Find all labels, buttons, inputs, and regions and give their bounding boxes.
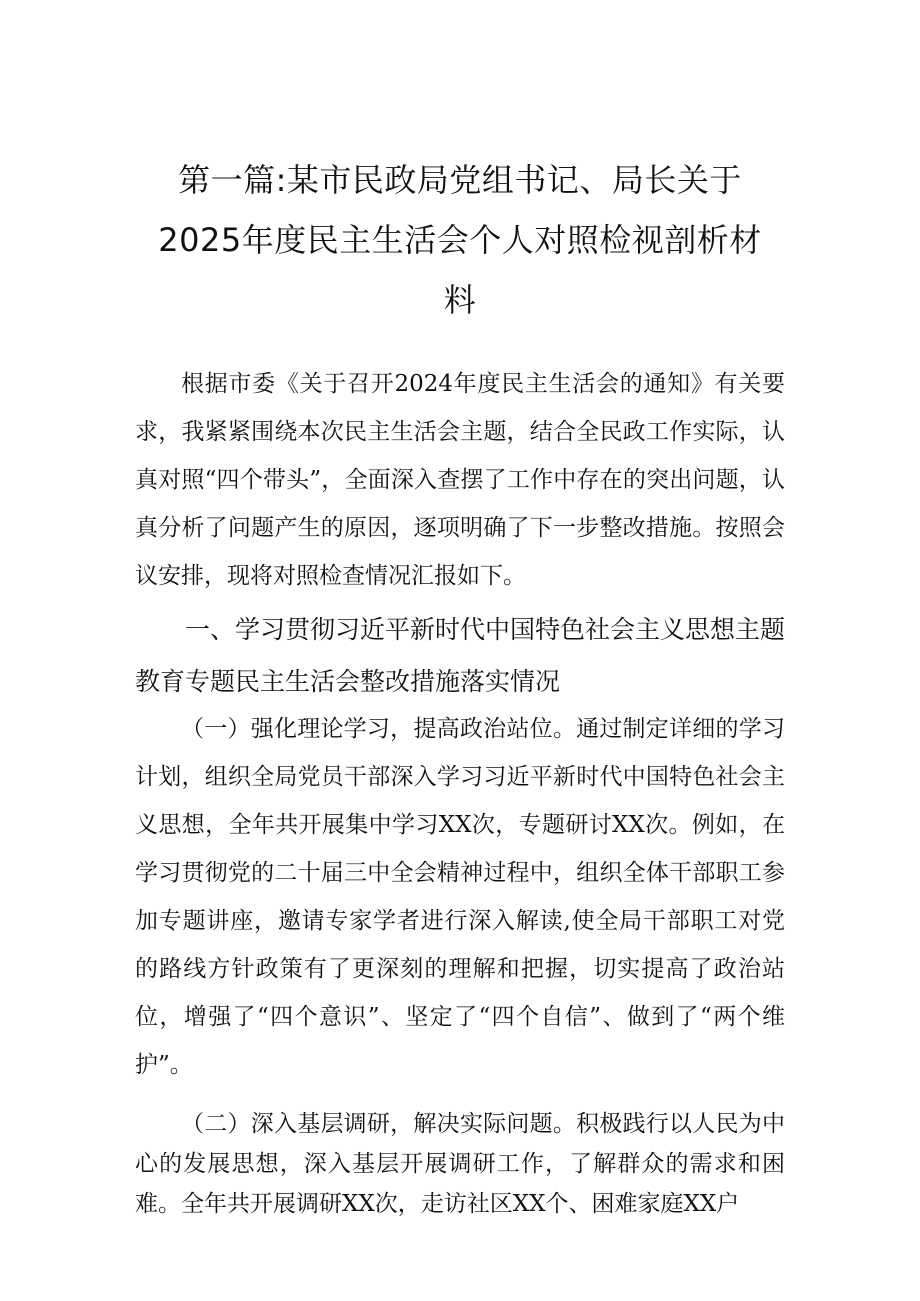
title-line-3: 料 (443, 281, 477, 319)
title-line-1: 第一篇:某市民政局党组书记、局长关于 (178, 161, 742, 199)
title-line-2: 2025年度民主生活会个人对照检视剖析材 (158, 221, 762, 259)
paragraph-2: （二）深入基层调研，解决实际问题。积极践行以人民为中心的发展思想，深入基层开展调研工作，了解群众的需求和困难。全年共开展调研XX次，走访社区XX个、困难家庭XX户 (135, 1111, 785, 1217)
intro-paragraph: 根据市委《关于召开2024年度民主生活会的通知》有关要求，我紧紧围绕本次民主生活会主题，结合全民政工作实际，认真对照“四个带头”，全面深入查摆了工作中存在的突出问题，认真分析了问题产生的原因，逐项明确了下一步整改措施。按照会议安排，现将对照检查情况汇报如下。 (135, 371, 785, 589)
section-heading-1: 一、学习贯彻习近平新时代中国特色社会主义思想主题教育专题民主生活会整改措施落实情况 (135, 615, 786, 696)
paragraph-1: （一）强化理论学习，提高政治站位。通过制定详细的学习计划，组织全局党员干部深入学习习近平新时代中国特色社会主义思想，全年共开展集中学习XX次，专题研讨XX次。例如，在学习贯彻党的二十届三中全会精神过程中，组织全体干部职工参加专题讲座，邀请专家学者进行深入解读,使全局干部职工对党的路线方针政策有了更深刻的理解和把握，切实提高了政治站位，增强了“四个意识”、坚定了“四个自信”、做到了“两个维护”。 (135, 716, 785, 1078)
document-title (130, 150, 790, 330)
